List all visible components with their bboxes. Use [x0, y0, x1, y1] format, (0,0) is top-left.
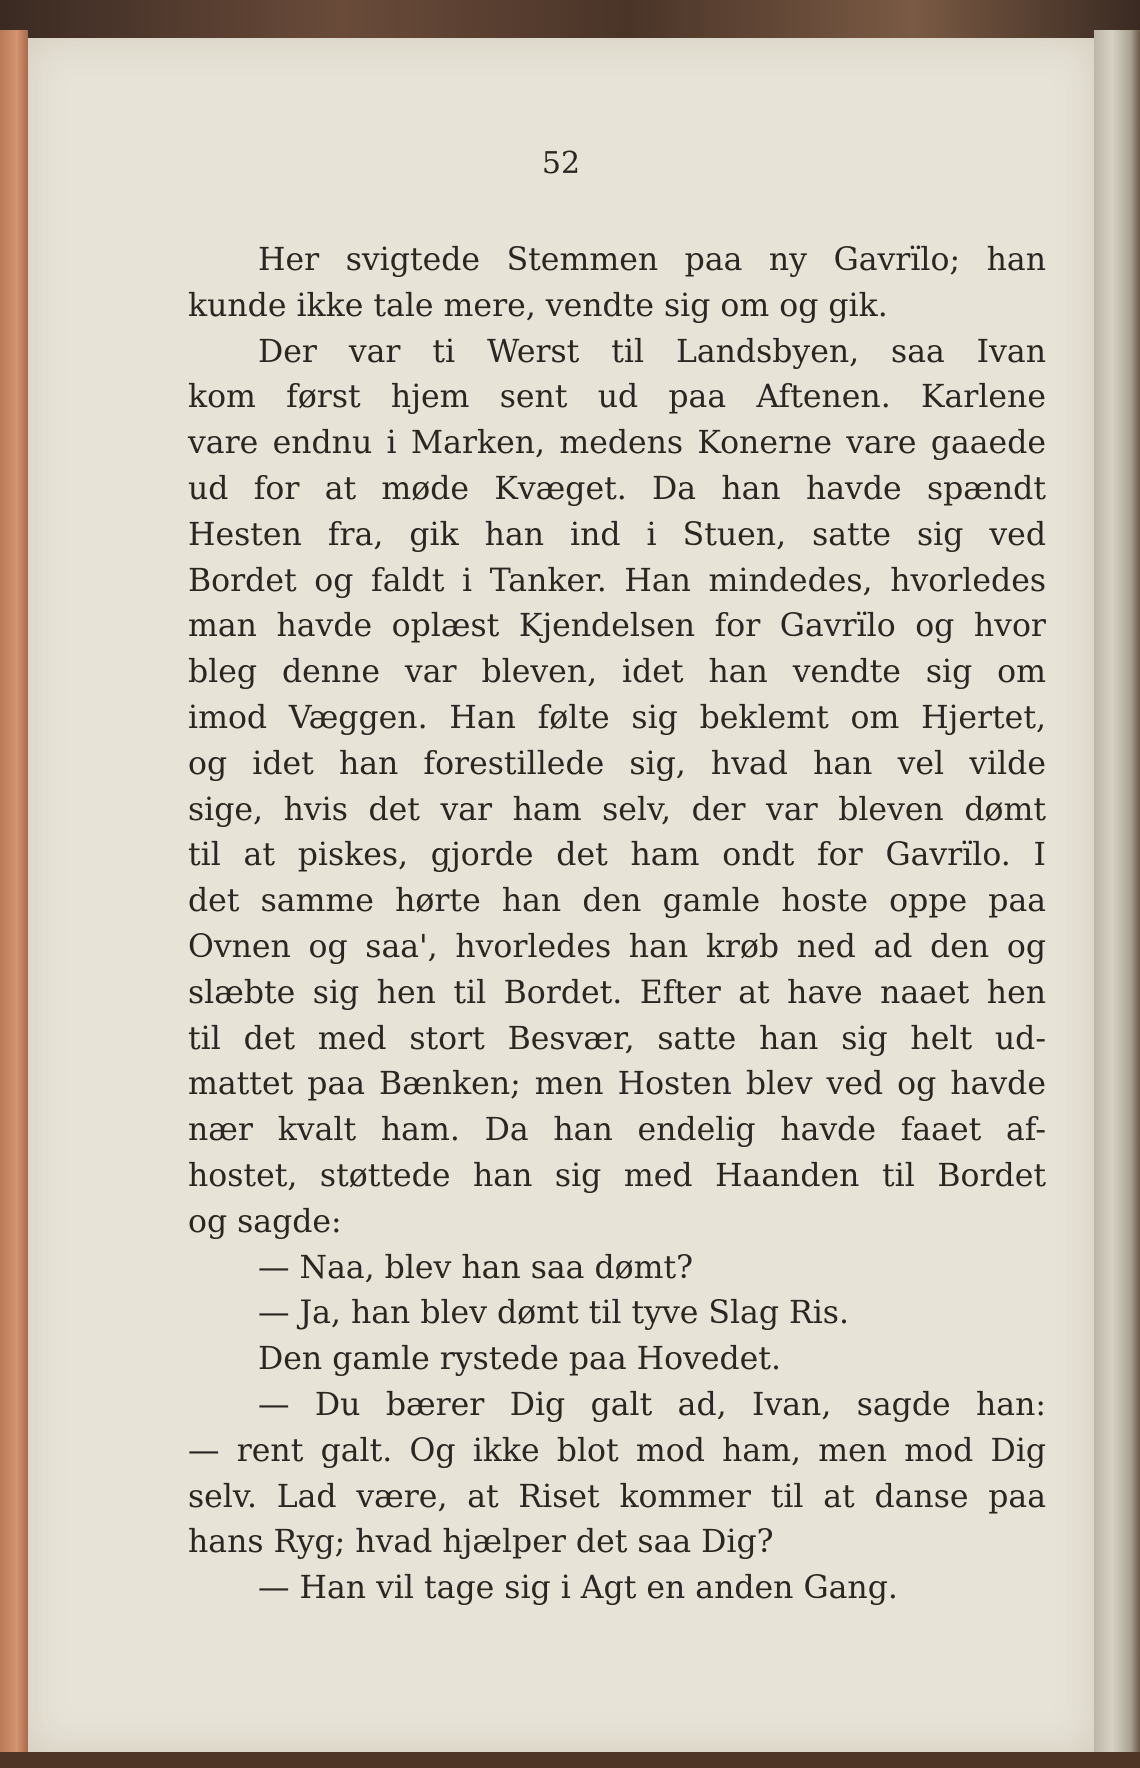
text-line: Den gamle rystede paa Hovedet. — [258, 1341, 781, 1378]
text-line: — Naa, blev han saa dømt? — [258, 1249, 694, 1286]
text-line: mattet paa Bænken; men Hosten blev ved og havde — [188, 1066, 1046, 1103]
text-line: selv. Lad være, at Riset kommer til at danse paa — [188, 1478, 1046, 1515]
text-line: hans Ryg; hvad hjælper det saa Dig? — [188, 1524, 774, 1561]
book-page — [28, 38, 1094, 1752]
book-spine-edge — [0, 30, 28, 1768]
text-line: og sagde: — [188, 1203, 342, 1240]
text-line: man havde oplæst Kjendelsen for Gavrïlo og hvor — [188, 608, 1046, 645]
text-line: til at piskes, gjorde det ham ondt for Gavrïlo. I — [188, 837, 1046, 874]
text-line: Ovnen og saa', hvorledes han krøb ned ad den og — [188, 928, 1046, 965]
book-top-edge — [0, 0, 1140, 40]
body-text — [188, 238, 1046, 1612]
text-line: sige, hvis det var ham selv, der var bleven dømt — [188, 791, 1046, 828]
text-line: kom først hjem sent ud paa Aftenen. Karlene — [188, 379, 1046, 416]
text-line: Der var ti Werst til Landsbyen, saa Ivan — [258, 333, 1046, 370]
text-line: vare endnu i Marken, medens Konerne vare gaaede — [188, 425, 1046, 462]
text-line: — Ja, han blev dømt til tyve Slag Ris. — [258, 1295, 849, 1332]
text-line: imod Væggen. Han følte sig beklemt om Hjertet, — [188, 699, 1046, 736]
text-line: Bordet og faldt i Tanker. Han mindedes, hvorledes — [188, 562, 1046, 599]
text-line: Her svigtede Stemmen paa ny Gavrïlo; han — [258, 242, 1046, 278]
text-line: det samme hørte han den gamle hoste oppe paa — [188, 883, 1046, 920]
page-number: 52 — [541, 146, 581, 181]
text-line: ud for at møde Kvæget. Da han havde spændt — [188, 470, 1046, 507]
book-bottom-edge — [0, 1752, 1140, 1768]
text-line: til det med stort Besvær, satte han sig helt ud- — [188, 1020, 1046, 1057]
text-line: Hesten fra, gik han ind i Stuen, satte sig ved — [188, 516, 1046, 553]
text-line: nær kvalt ham. Da han endelig havde faaet af- — [188, 1112, 1046, 1149]
text-line: kunde ikke tale mere, vendte sig om og gik. — [188, 287, 888, 324]
text-line: — rent galt. Og ikke blot mod ham, men mod Dig — [188, 1432, 1046, 1469]
text-line: — Du bærer Dig galt ad, Ivan, sagde han: — [258, 1386, 1046, 1423]
text-line: slæbte sig hen til Bordet. Efter at have naaet hen — [188, 974, 1046, 1011]
text-line: — Han vil tage sig i Agt en anden Gang. — [258, 1570, 898, 1607]
text-line: bleg denne var bleven, idet han vendte sig om — [188, 654, 1046, 691]
text-line: og idet han forestillede sig, hvad han vel vilde — [188, 745, 1046, 782]
text-line: hostet, støttede han sig med Haanden til Bordet — [188, 1157, 1046, 1194]
page-stack-edge — [1094, 30, 1140, 1768]
